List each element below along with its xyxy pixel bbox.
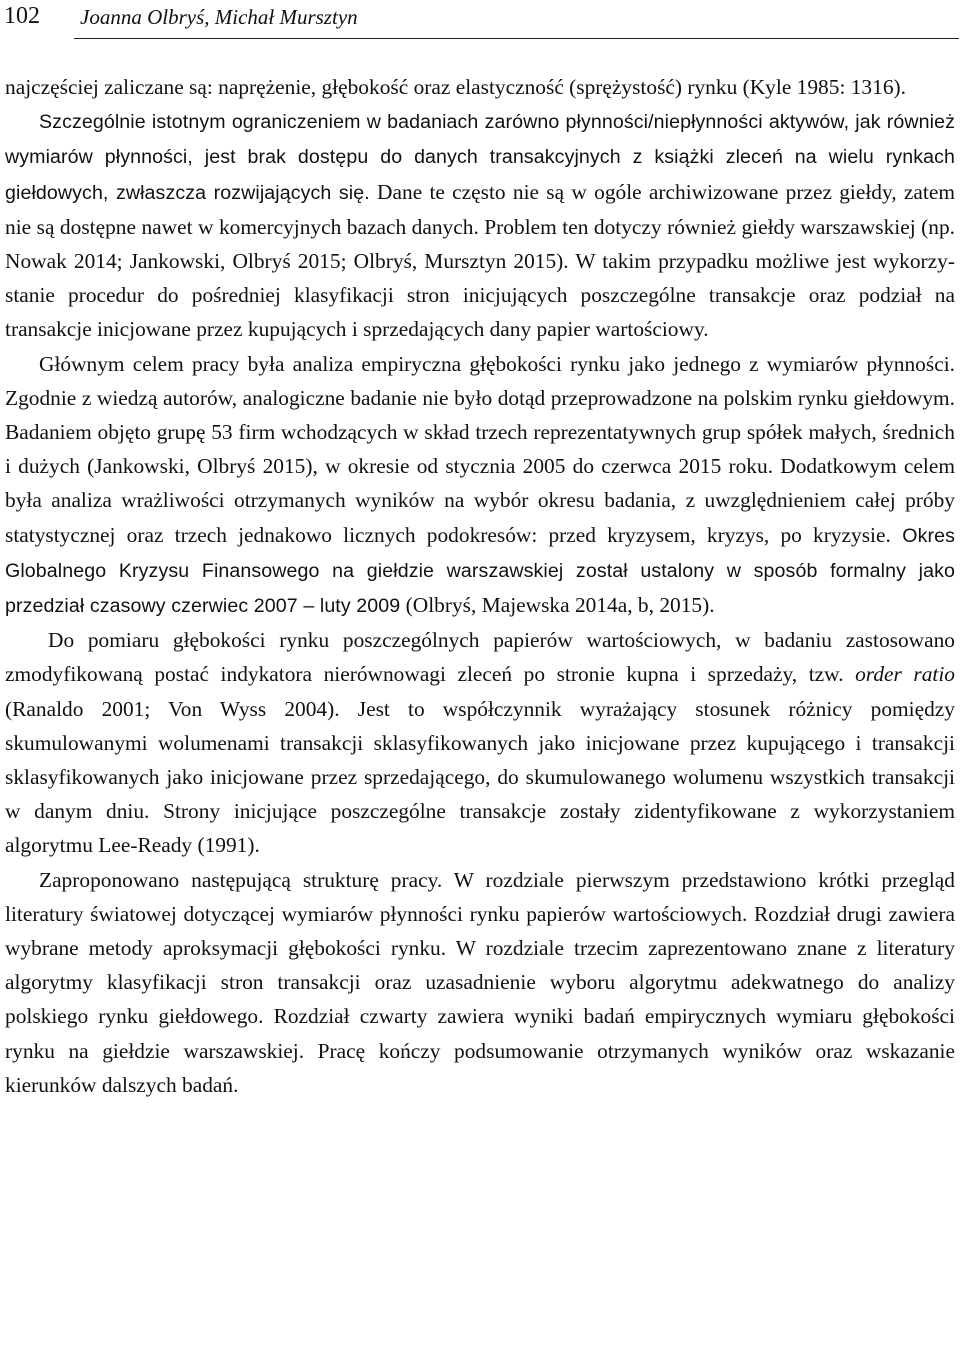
page-number: 102 xyxy=(4,3,40,29)
paragraph-continuation xyxy=(5,70,955,104)
paragraph-methodology xyxy=(5,623,955,862)
text-segment: Do pomiaru głębokości rynku poszczególnych papierów wartościowych, w badaniu zastosowano zmodyfikowaną postać indykatora nierównowagi zleceń po stronie kupna i sprzedaży, tzw. xyxy=(5,628,955,687)
text-segment: (Olbryś, Majewska 2014a, b, 2015). xyxy=(400,593,715,618)
header-authors: Joanna Olbryś, Michał Mursztyn xyxy=(80,5,358,29)
paragraph-research-goal xyxy=(5,347,955,624)
text-segment: Okres Globalnego Kryzysu Finansowego na giełdzie warszawskiej został ustalony w sposób formalny jako przedział czasowy czerwiec 2007 – luty 2009 xyxy=(5,524,955,618)
text-segment: Zaproponowano następującą strukturę pracy. W rozdziale pierwszym przedstawiono krótki przegląd literatury światowej dotyczącej wymiarów płynności rynku papierów wartościowych. Rozdział drugi zawiera wybrane metody aproksymacji głębokości rynku. W rozdziale trzecim zaprezentowano znane z literatury algorytmy klasyfikacji stron transakcji oraz uzasadnienie wyboru algorytmu adekwatnego do analizy polskiego rynku giełdowego. Rozdział czwarty zawiera wyniki badań empirycznych wymiaru głębokości rynku na giełdzie warszawskiej. Pracę kończy podsumowanie otrzymanych wyników oraz wskazanie kierunków dalszych badań. xyxy=(5,867,955,1097)
paragraph-data-limitations xyxy=(5,104,955,346)
text-segment: najczęściej zaliczane są: naprężenie, głębokość oraz elastyczność (sprężystość) rynku (Kyle 1985: 1316). xyxy=(5,75,906,99)
text-segment: Dane te często nie są w ogóle archiwizowane przez giełdy, zatem nie są dostępne nawet w komercyjnych bazach danych. Problem ten dotyczy również giełdy warszawskiej (np. Nowak 2014; Jankowski, Olbryś 2015; Olbryś, Mursztyn 2015). W takim przypadku możliwe jest wykorzystanie procedur do pośredniej klasyfikacji stron inicjujących poszczególne transakcje oraz podział na transakcje inicjowane przez kupujących i sprzedających dany papier wartościowy. xyxy=(5,179,955,342)
header-rule xyxy=(74,38,959,39)
term-italic: order ratio xyxy=(855,662,955,687)
body-text xyxy=(5,70,955,1102)
running-header xyxy=(4,0,956,40)
text-segment: (Ranaldo 2001; Von Wyss 2004). Jest to współczynnik wyrażający stosunek różnicy pomiędzy skumulowanymi wolumenami transakcji sklasyfikowanych jako inicjowane przez kupującego i transakcji sklasyfikowanych jako inicjowane przez sprzedającego, do skumulowanego wolumenu wszystkich transakcji w danym dniu. Strony inicjujące poszczególne transakcje zostały zidentyfikowane z wykorzystaniem algorytmu Lee-Ready (1991). xyxy=(5,696,955,858)
text-segment: Głównym celem pracy była analiza empiryczna głębokości rynku jako jednego z wymiarów płynności. Zgodnie z wiedzą autorów, analogiczne badanie nie było dotąd przeprowadzone na polskim rynku giełdowym. Badaniem objęto grupę 53 firm wchodzących w skład trzech reprezentatywnych grup spółek małych, średnich i dużych (Jankowski, Olbryś 2015), w okresie od stycznia 2005 do czerwca 2015 roku. Dodatkowym celem była analiza wrażliwości otrzymanych wyników na wybór okresu badania, z uwzględnieniem całej próby statystycznej oraz trzech jednakowo licznych podokresów: przed kryzysem, kryzys, po kryzysie. xyxy=(5,351,955,547)
text-segment: Szczególnie istotnym ograniczeniem w badaniach zarówno płynności/niepłynności aktywów, jak również wymiarów płynności, jest brak dostępu do danych transakcyjnych z książki zleceń na wielu rynkach giełdowych, zwłaszcza rozwijających się. xyxy=(5,111,955,204)
paragraph-structure xyxy=(5,863,955,1102)
